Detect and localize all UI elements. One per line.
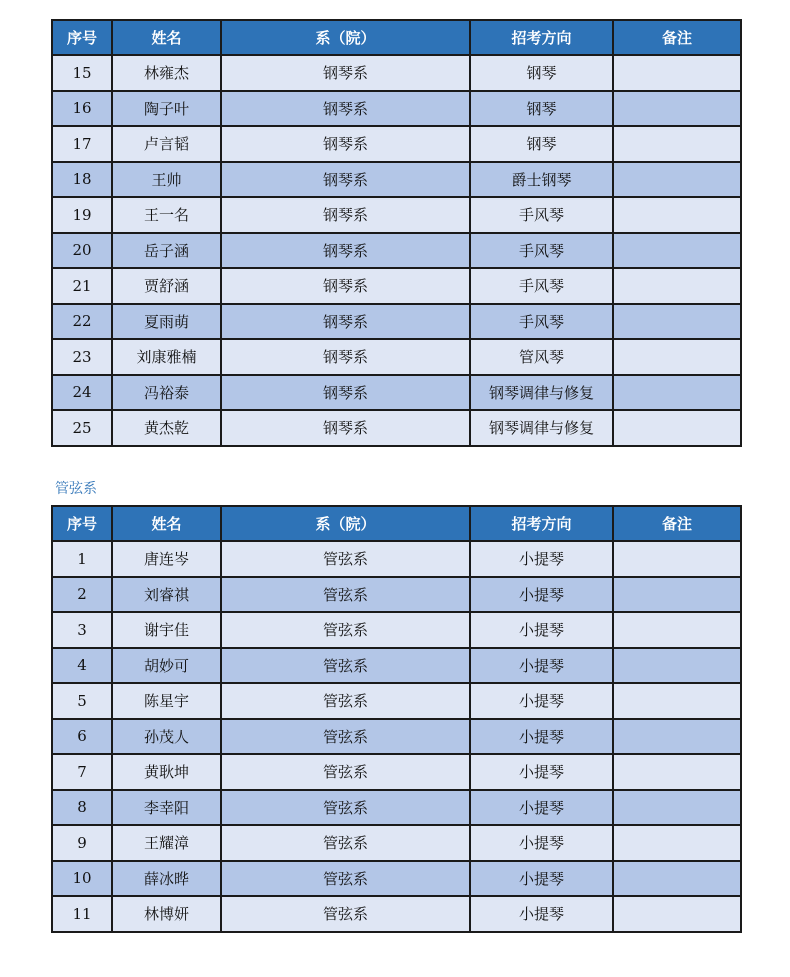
cell-department: 管弦系	[221, 861, 470, 897]
cell-name: 唐连岑	[112, 541, 221, 577]
cell-direction: 钢琴调律与修复	[470, 375, 613, 411]
cell-remarks	[613, 825, 741, 861]
cell-direction: 爵士钢琴	[470, 162, 613, 198]
cell-department: 钢琴系	[221, 410, 470, 446]
cell-remarks	[613, 577, 741, 613]
cell-index: 7	[52, 754, 112, 790]
table-row	[52, 375, 741, 411]
cell-remarks	[613, 541, 741, 577]
cell-direction: 手风琴	[470, 268, 613, 304]
cell-index: 17	[52, 126, 112, 162]
cell-name: 谢宇佳	[112, 612, 221, 648]
cell-name: 胡妙可	[112, 648, 221, 684]
cell-index: 3	[52, 612, 112, 648]
header-direction: 招考方向	[470, 20, 613, 55]
cell-index: 10	[52, 861, 112, 897]
table-row	[52, 754, 741, 790]
cell-name: 陈星宇	[112, 683, 221, 719]
cell-name: 黄耿坤	[112, 754, 221, 790]
header-remarks: 备注	[613, 506, 741, 541]
cell-department: 钢琴系	[221, 233, 470, 269]
cell-direction: 小提琴	[470, 612, 613, 648]
cell-direction: 小提琴	[470, 896, 613, 932]
table-body	[52, 55, 741, 446]
cell-index: 16	[52, 91, 112, 127]
cell-remarks	[613, 162, 741, 198]
cell-direction: 小提琴	[470, 719, 613, 755]
header-direction: 招考方向	[470, 506, 613, 541]
cell-direction: 手风琴	[470, 233, 613, 269]
cell-remarks	[613, 55, 741, 91]
table-row	[52, 233, 741, 269]
cell-remarks	[613, 683, 741, 719]
cell-direction: 小提琴	[470, 577, 613, 613]
table-row	[52, 612, 741, 648]
table-row	[52, 683, 741, 719]
cell-direction: 钢琴调律与修复	[470, 410, 613, 446]
cell-index: 23	[52, 339, 112, 375]
header-index: 序号	[52, 20, 112, 55]
cell-remarks	[613, 790, 741, 826]
cell-remarks	[613, 410, 741, 446]
header-department: 系（院）	[221, 506, 470, 541]
cell-name: 薛冰晔	[112, 861, 221, 897]
table-row	[52, 719, 741, 755]
cell-index: 5	[52, 683, 112, 719]
cell-direction: 小提琴	[470, 541, 613, 577]
piano-department-table	[51, 19, 742, 447]
cell-direction: 手风琴	[470, 304, 613, 340]
cell-department: 管弦系	[221, 754, 470, 790]
cell-index: 11	[52, 896, 112, 932]
table-row	[52, 790, 741, 826]
cell-index: 25	[52, 410, 112, 446]
cell-name: 陶子叶	[112, 91, 221, 127]
header-name: 姓名	[112, 20, 221, 55]
cell-name: 贾舒涵	[112, 268, 221, 304]
cell-department: 管弦系	[221, 683, 470, 719]
cell-department: 钢琴系	[221, 126, 470, 162]
table-row	[52, 91, 741, 127]
cell-direction: 小提琴	[470, 825, 613, 861]
header-department: 系（院）	[221, 20, 470, 55]
cell-remarks	[613, 233, 741, 269]
table-row	[52, 339, 741, 375]
table-header-row	[52, 20, 741, 55]
cell-department: 管弦系	[221, 612, 470, 648]
table-row	[52, 268, 741, 304]
cell-name: 黄杰乾	[112, 410, 221, 446]
cell-direction: 小提琴	[470, 861, 613, 897]
cell-name: 卢言韬	[112, 126, 221, 162]
table-row	[52, 304, 741, 340]
cell-remarks	[613, 268, 741, 304]
header-remarks: 备注	[613, 20, 741, 55]
table-row	[52, 55, 741, 91]
cell-name: 王帅	[112, 162, 221, 198]
cell-name: 孙茂人	[112, 719, 221, 755]
cell-index: 19	[52, 197, 112, 233]
table-body	[52, 541, 741, 932]
cell-index: 8	[52, 790, 112, 826]
cell-department: 钢琴系	[221, 91, 470, 127]
cell-index: 24	[52, 375, 112, 411]
cell-department: 钢琴系	[221, 375, 470, 411]
cell-name: 林博妍	[112, 896, 221, 932]
cell-direction: 管风琴	[470, 339, 613, 375]
cell-department: 钢琴系	[221, 197, 470, 233]
cell-direction: 钢琴	[470, 55, 613, 91]
cell-index: 22	[52, 304, 112, 340]
header-name: 姓名	[112, 506, 221, 541]
cell-index: 15	[52, 55, 112, 91]
cell-department: 管弦系	[221, 896, 470, 932]
cell-department: 钢琴系	[221, 339, 470, 375]
cell-index: 21	[52, 268, 112, 304]
cell-remarks	[613, 375, 741, 411]
section-title: 管弦系	[55, 481, 97, 497]
cell-department: 管弦系	[221, 719, 470, 755]
table-row	[52, 896, 741, 932]
cell-department: 管弦系	[221, 648, 470, 684]
cell-direction: 小提琴	[470, 648, 613, 684]
cell-remarks	[613, 861, 741, 897]
table-row	[52, 162, 741, 198]
table-row	[52, 126, 741, 162]
cell-department: 管弦系	[221, 790, 470, 826]
cell-remarks	[613, 91, 741, 127]
table-row	[52, 648, 741, 684]
table-row	[52, 541, 741, 577]
cell-direction: 钢琴	[470, 126, 613, 162]
cell-remarks	[613, 197, 741, 233]
table-header-row	[52, 506, 741, 541]
cell-remarks	[613, 339, 741, 375]
cell-name: 李幸阳	[112, 790, 221, 826]
cell-direction: 手风琴	[470, 197, 613, 233]
cell-index: 6	[52, 719, 112, 755]
cell-direction: 小提琴	[470, 790, 613, 826]
cell-index: 1	[52, 541, 112, 577]
cell-index: 18	[52, 162, 112, 198]
cell-name: 刘康雅楠	[112, 339, 221, 375]
cell-department: 钢琴系	[221, 268, 470, 304]
cell-name: 夏雨萌	[112, 304, 221, 340]
cell-remarks	[613, 719, 741, 755]
cell-name: 王一名	[112, 197, 221, 233]
cell-department: 管弦系	[221, 541, 470, 577]
cell-remarks	[613, 612, 741, 648]
cell-department: 钢琴系	[221, 304, 470, 340]
cell-index: 2	[52, 577, 112, 613]
cell-index: 4	[52, 648, 112, 684]
cell-department: 钢琴系	[221, 55, 470, 91]
cell-index: 20	[52, 233, 112, 269]
cell-department: 管弦系	[221, 825, 470, 861]
cell-name: 王耀漳	[112, 825, 221, 861]
table-row	[52, 825, 741, 861]
cell-remarks	[613, 304, 741, 340]
cell-remarks	[613, 896, 741, 932]
cell-remarks	[613, 126, 741, 162]
cell-name: 岳子涵	[112, 233, 221, 269]
table-row	[52, 577, 741, 613]
cell-department: 钢琴系	[221, 162, 470, 198]
cell-index: 9	[52, 825, 112, 861]
cell-name: 冯裕泰	[112, 375, 221, 411]
cell-remarks	[613, 754, 741, 790]
table-row	[52, 197, 741, 233]
strings-department-table	[51, 505, 742, 933]
header-index: 序号	[52, 506, 112, 541]
cell-direction: 钢琴	[470, 91, 613, 127]
cell-name: 刘睿祺	[112, 577, 221, 613]
cell-remarks	[613, 648, 741, 684]
cell-name: 林雍杰	[112, 55, 221, 91]
cell-direction: 小提琴	[470, 754, 613, 790]
cell-department: 管弦系	[221, 577, 470, 613]
cell-direction: 小提琴	[470, 683, 613, 719]
table-row	[52, 410, 741, 446]
table-row	[52, 861, 741, 897]
